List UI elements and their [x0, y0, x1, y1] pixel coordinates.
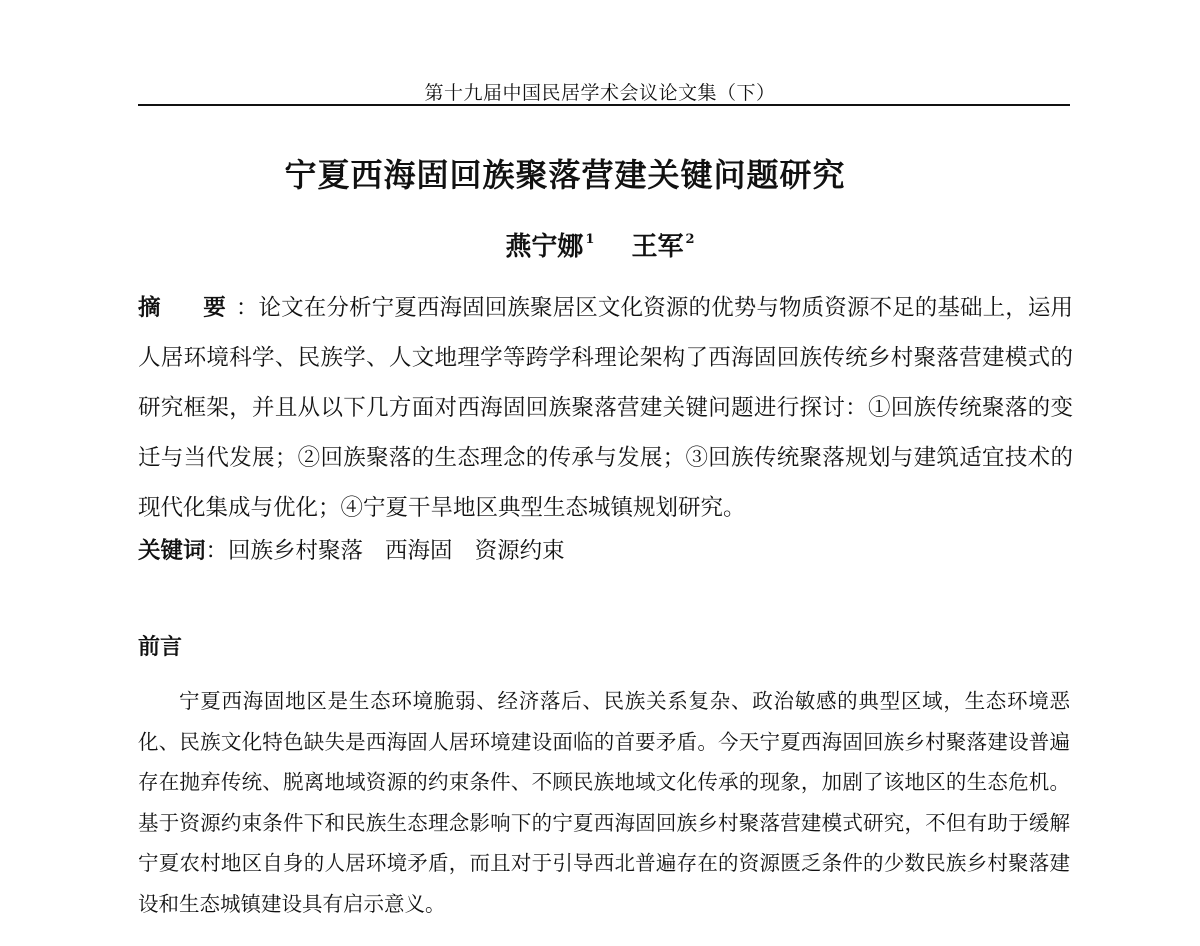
running-header: 第十九届中国民居学术会议论文集（下）: [424, 82, 776, 104]
keywords-separator: ：: [205, 538, 229, 564]
section-heading: 前言: [138, 635, 183, 660]
author-list: [0, 226, 1200, 263]
abstract-label: 摘 要: [138, 295, 236, 321]
paper-title: 宁夏西海固回族聚落营建关键问题研究: [284, 156, 846, 194]
abstract-separator: ：: [235, 295, 259, 321]
keyword-item: 资源约束: [474, 538, 565, 564]
keywords: [138, 531, 1073, 571]
author-1-name: 燕宁娜: [505, 232, 584, 262]
keyword-item: 西海固: [385, 538, 453, 564]
keywords-label: 关键词: [138, 538, 206, 564]
author-1: [505, 226, 594, 263]
author-2: [632, 226, 695, 263]
author-1-affiliation-mark: 1: [585, 232, 595, 247]
abstract-text: 论文在分析宁夏西海固回族聚居区文化资源的优势与物质资源不足的基础上，运用人居环境科学、民族学、人文地理学等跨学科理论架构了西海固回族传统乡村聚落营建模式的研究框架，并且从以下几方面对西海固回族聚落营建关键问题进行探讨：①回族传统聚落的变迁与当代发展；②回族聚落的生态理念的传承与发展；③回族传统聚落规划与建筑适宜技术的现代化集成与优化；④宁夏干旱地区典型生态城镇规划研究。: [138, 295, 1073, 521]
body-paragraph: 宁夏西海固地区是生态环境脆弱、经济落后、民族关系复杂、政治敏感的典型区域，生态环境恶化、民族文化特色缺失是西海固人居环境建设面临的首要矛盾。今天宁夏西海固回族乡村聚落建设普遍存在抛弃传统、脱离地域资源的约束条件、不顾民族地域文化传承的现象，加剧了该地区的生态危机。基于资源约束条件下和民族生态理念影响下的宁夏西海固回族乡村聚落营建模式研究，不但有助于缓解宁夏农村地区自身的人居环境矛盾，而且对于引导西北普遍存在的资源匮乏条件的少数民族乡村聚落建设和生态城镇建设具有启示意义。: [138, 689, 1070, 916]
keyword-item: 回族乡村聚落: [228, 538, 364, 564]
author-2-affiliation-mark: 2: [685, 232, 695, 247]
header-rule: [138, 104, 1070, 106]
abstract: [138, 283, 1073, 533]
author-2-name: 王军: [631, 232, 684, 262]
